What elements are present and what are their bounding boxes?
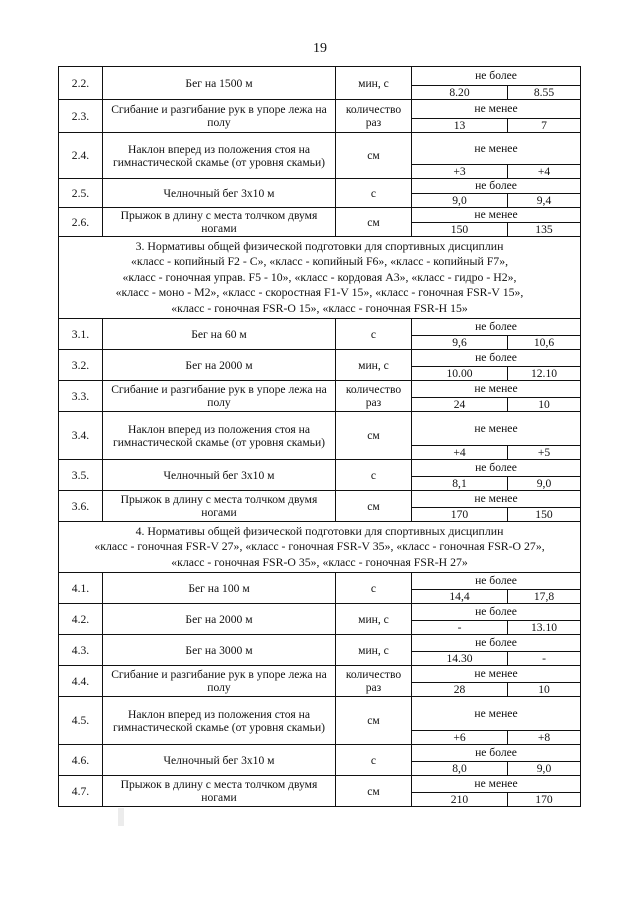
value-col-2: 9,0 xyxy=(508,762,581,776)
standards-table xyxy=(58,66,581,807)
standard-row xyxy=(59,697,581,731)
item-number: 3.2. xyxy=(59,350,103,381)
exercise-name: Бег на 1500 м xyxy=(103,67,336,100)
value-col-1: 8,0 xyxy=(412,762,508,776)
unit-of-measure: см xyxy=(336,776,412,807)
unit-of-measure: с xyxy=(336,460,412,491)
condition-label: не более xyxy=(412,350,581,367)
value-col-1: 13 xyxy=(412,119,508,133)
exercise-name: Бег на 100 м xyxy=(103,573,336,604)
standard-row xyxy=(59,604,581,621)
condition-label: не менее xyxy=(412,697,581,731)
standard-row xyxy=(59,412,581,446)
scan-mark xyxy=(118,808,124,826)
exercise-name: Бег на 2000 м xyxy=(103,350,336,381)
standard-row xyxy=(59,666,581,683)
standard-row xyxy=(59,573,581,590)
value-col-2: 9,4 xyxy=(508,194,581,208)
value-col-2: - xyxy=(508,652,581,666)
item-number: 2.4. xyxy=(59,133,103,179)
item-number: 2.3. xyxy=(59,100,103,133)
standard-row xyxy=(59,381,581,398)
unit-of-measure: см xyxy=(336,412,412,460)
standard-row xyxy=(59,67,581,86)
unit-of-measure: количество раз xyxy=(336,100,412,133)
unit-of-measure: с xyxy=(336,573,412,604)
value-col-1: 14,4 xyxy=(412,590,508,604)
item-number: 2.5. xyxy=(59,179,103,208)
unit-of-measure: количество раз xyxy=(336,381,412,412)
condition-label: не менее xyxy=(412,776,581,793)
condition-label: не менее xyxy=(412,381,581,398)
standard-row xyxy=(59,179,581,194)
item-number: 3.3. xyxy=(59,381,103,412)
condition-label: не более xyxy=(412,179,581,194)
item-number: 4.5. xyxy=(59,697,103,745)
item-number: 4.3. xyxy=(59,635,103,666)
exercise-name: Наклон вперед из положения стоя на гимнастической скамье (от уровня скамьи) xyxy=(103,697,336,745)
value-col-2: 10,6 xyxy=(508,336,581,350)
page-number: 19 xyxy=(313,41,327,56)
value-col-2: 8.55 xyxy=(508,86,581,100)
condition-label: не менее xyxy=(412,100,581,119)
section-header-row xyxy=(59,237,581,319)
value-col-1: 24 xyxy=(412,398,508,412)
unit-of-measure: см xyxy=(336,491,412,522)
item-number: 3.4. xyxy=(59,412,103,460)
value-col-1: 170 xyxy=(412,508,508,522)
value-col-2: +5 xyxy=(508,446,581,460)
item-number: 2.2. xyxy=(59,67,103,100)
unit-of-measure: мин, с xyxy=(336,635,412,666)
value-col-1: - xyxy=(412,621,508,635)
value-col-1: +4 xyxy=(412,446,508,460)
value-col-1: 210 xyxy=(412,793,508,807)
standard-row xyxy=(59,635,581,652)
section-title-line: 4. Нормативы общей физической подготовки для спортивных дисциплин xyxy=(135,524,504,539)
value-col-2: 135 xyxy=(508,223,581,237)
condition-label: не более xyxy=(412,319,581,336)
exercise-name: Прыжок в длину с места толчком двумя ногами xyxy=(103,776,336,807)
value-col-1: 14.30 xyxy=(412,652,508,666)
exercise-name: Наклон вперед из положения стоя на гимнастической скамье (от уровня скамьи) xyxy=(103,133,336,179)
condition-label: не менее xyxy=(412,666,581,683)
exercise-name: Сгибание и разгибание рук в упоре лежа на полу xyxy=(103,100,336,133)
exercise-name: Наклон вперед из положения стоя на гимнастической скамье (от уровня скамьи) xyxy=(103,412,336,460)
unit-of-measure: см xyxy=(336,697,412,745)
standard-row xyxy=(59,208,581,223)
standard-row xyxy=(59,319,581,336)
exercise-name: Бег на 60 м xyxy=(103,319,336,350)
value-col-1: 10.00 xyxy=(412,367,508,381)
value-col-2: 13.10 xyxy=(508,621,581,635)
item-number: 4.7. xyxy=(59,776,103,807)
value-col-1: 8.20 xyxy=(412,86,508,100)
value-col-2: 12.10 xyxy=(508,367,581,381)
value-col-2: 7 xyxy=(508,119,581,133)
value-col-2: 9,0 xyxy=(508,477,581,491)
condition-label: не более xyxy=(412,635,581,652)
standard-row xyxy=(59,100,581,119)
condition-label: не менее xyxy=(412,412,581,446)
standard-row xyxy=(59,776,581,793)
exercise-name: Челночный бег 3х10 м xyxy=(103,745,336,776)
condition-label: не более xyxy=(412,67,581,86)
condition-label: не менее xyxy=(412,491,581,508)
value-col-1: 150 xyxy=(412,223,508,237)
condition-label: не более xyxy=(412,604,581,621)
condition-label: не более xyxy=(412,460,581,477)
value-col-1: 9,6 xyxy=(412,336,508,350)
section-title-line: «класс - гоночная управ. F5 - 10», «класс - кордовая А3», «класс - гидро - Н2», xyxy=(122,269,517,284)
standard-row xyxy=(59,745,581,762)
section-title-line: «класс - копийный F2 - C», «класс - копийный F6», «класс - копийный F7», xyxy=(130,254,509,269)
section-title-line: «класс - гоночная FSR-V 27», «класс - гоночная FSR-V 35», «класс - гоночная FSR-O 27», xyxy=(94,539,545,554)
value-col-2: 10 xyxy=(508,683,581,697)
unit-of-measure: количество раз xyxy=(336,666,412,697)
value-col-2: +8 xyxy=(508,731,581,745)
item-number: 2.6. xyxy=(59,208,103,237)
section-title-line: 3. Нормативы общей физической подготовки для спортивных дисциплин xyxy=(135,239,504,253)
section-title xyxy=(59,237,581,319)
item-number: 4.2. xyxy=(59,604,103,635)
unit-of-measure: с xyxy=(336,179,412,208)
standard-row xyxy=(59,350,581,367)
standard-row xyxy=(59,133,581,165)
value-col-1: 8,1 xyxy=(412,477,508,491)
value-col-2: 17,8 xyxy=(508,590,581,604)
exercise-name: Сгибание и разгибание рук в упоре лежа на полу xyxy=(103,666,336,697)
standard-row xyxy=(59,460,581,477)
value-col-2: 10 xyxy=(508,398,581,412)
unit-of-measure: с xyxy=(336,319,412,350)
condition-label: не более xyxy=(412,745,581,762)
item-number: 3.5. xyxy=(59,460,103,491)
value-col-1: +3 xyxy=(412,165,508,179)
condition-label: не менее xyxy=(412,208,581,223)
exercise-name: Прыжок в длину с места толчком двумя ногами xyxy=(103,491,336,522)
value-col-2: +4 xyxy=(508,165,581,179)
item-number: 4.1. xyxy=(59,573,103,604)
section-title-line: «класс - гоночная FSR-O 35», «класс - гоночная FSR-H 27» xyxy=(171,554,468,569)
unit-of-measure: мин, с xyxy=(336,350,412,381)
exercise-name: Челночный бег 3х10 м xyxy=(103,460,336,491)
item-number: 4.4. xyxy=(59,666,103,697)
value-col-1: 9,0 xyxy=(412,194,508,208)
value-col-1: 28 xyxy=(412,683,508,697)
section-title-line: «класс - гоночная FSR-O 15», «класс - гоночная FSR-H 15» xyxy=(171,300,468,315)
item-number: 3.6. xyxy=(59,491,103,522)
section-title xyxy=(59,522,581,573)
item-number: 3.1. xyxy=(59,319,103,350)
value-col-2: 170 xyxy=(508,793,581,807)
condition-label: не менее xyxy=(412,133,581,165)
value-col-2: 150 xyxy=(508,508,581,522)
unit-of-measure: см xyxy=(336,208,412,237)
standard-row xyxy=(59,491,581,508)
section-title-line: «класс - моно - М2», «класс - скоростная F1-V 15», «класс - гоночная FSR-V 15», xyxy=(115,285,524,300)
unit-of-measure: мин, с xyxy=(336,67,412,100)
condition-label: не более xyxy=(412,573,581,590)
section-header-row xyxy=(59,522,581,573)
exercise-name: Прыжок в длину с места толчком двумя ногами xyxy=(103,208,336,237)
exercise-name: Челночный бег 3х10 м xyxy=(103,179,336,208)
exercise-name: Сгибание и разгибание рук в упоре лежа на полу xyxy=(103,381,336,412)
unit-of-measure: см xyxy=(336,133,412,179)
unit-of-measure: мин, с xyxy=(336,604,412,635)
exercise-name: Бег на 3000 м xyxy=(103,635,336,666)
exercise-name: Бег на 2000 м xyxy=(103,604,336,635)
unit-of-measure: с xyxy=(336,745,412,776)
item-number: 4.6. xyxy=(59,745,103,776)
value-col-1: +6 xyxy=(412,731,508,745)
